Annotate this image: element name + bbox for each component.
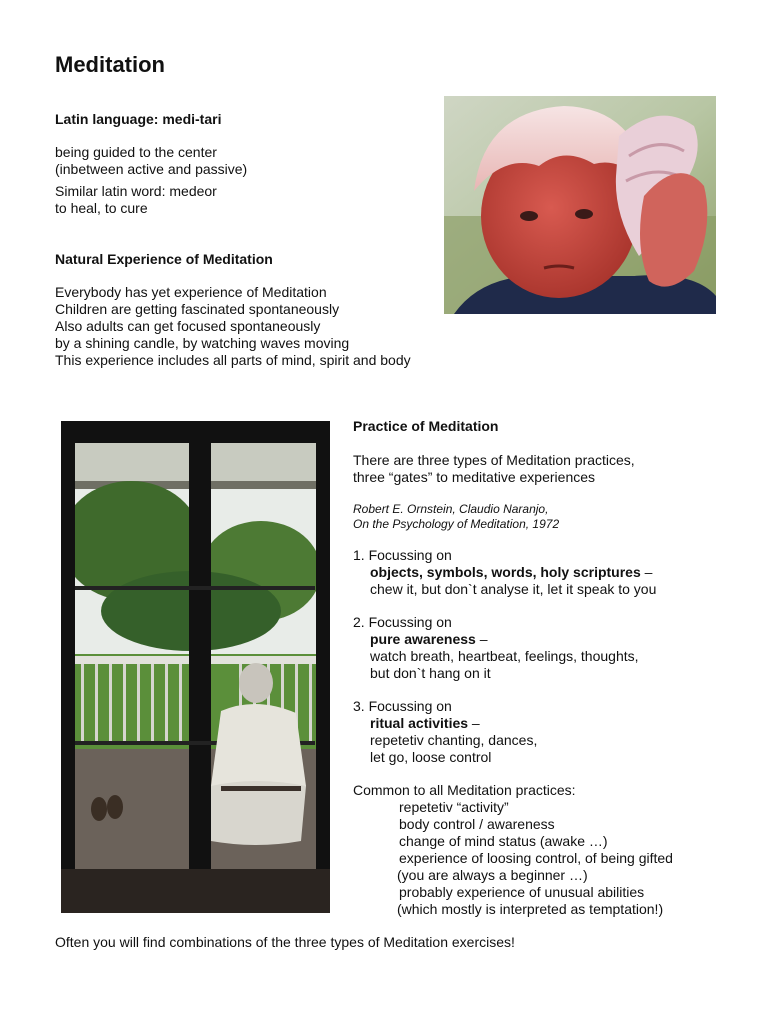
latin-line: (inbetween active and passive): [55, 161, 248, 177]
footer-note: Often you will find combinations of the three types of Meditation exercises!: [55, 934, 515, 950]
focus-term: ritual activities: [370, 715, 469, 731]
common-line: repetetiv “activity”: [399, 799, 509, 815]
natural-line: Children are getting fascinated spontaneously: [55, 301, 340, 317]
list-item-head: 2. Focussing on: [353, 614, 452, 630]
natural-line: Everybody has yet experience of Meditation: [55, 284, 327, 300]
focus-dash: –: [475, 631, 488, 647]
list-item-focus: [370, 631, 488, 648]
latin-line: to heal, to cure: [55, 200, 148, 216]
practice-intro-line: three “gates” to meditative experiences: [353, 469, 596, 485]
list-item-desc: chew it, but don`t analyse it, let it speak to you: [370, 581, 657, 597]
common-line: (which mostly is interpreted as temptation!): [397, 901, 664, 917]
list-item-desc: let go, loose control: [370, 749, 492, 765]
latin-line: Similar latin word: medeor: [55, 183, 217, 199]
list-item-desc: watch breath, heartbeat, feelings, thoughts,: [370, 648, 639, 664]
practice-heading: Practice of Meditation: [353, 418, 499, 434]
list-item-desc: but don`t hang on it: [370, 665, 491, 681]
common-line: (you are always a beginner …): [397, 867, 588, 883]
common-heading: Common to all Meditation practices:: [353, 782, 576, 798]
natural-heading: Natural Experience of Meditation: [55, 251, 273, 267]
focus-term: pure awareness: [370, 631, 476, 647]
list-item-head: 1. Focussing on: [353, 547, 452, 563]
common-line: probably experience of unusual abilities: [399, 884, 645, 900]
citation-authors: Robert E. Ornstein, Claudio Naranjo,: [353, 502, 549, 516]
child-with-seashell-photo: [444, 96, 716, 314]
list-item-focus: [370, 715, 480, 732]
focus-term: objects, symbols, words, holy scriptures: [370, 564, 641, 580]
natural-line: This experience includes all parts of mind, spirit and body: [55, 352, 411, 368]
page-title: Meditation: [55, 52, 165, 77]
list-item-focus: [370, 564, 652, 581]
latin-heading: Latin language: medi-tari: [55, 111, 222, 127]
man-meditating-at-door-photo: [61, 421, 330, 913]
focus-dash: –: [640, 564, 653, 580]
list-item-head: 3. Focussing on: [353, 698, 452, 714]
focus-dash: –: [468, 715, 480, 731]
list-item-desc: repetetiv chanting, dances,: [370, 732, 538, 748]
practice-intro-line: There are three types of Meditation practices,: [353, 452, 635, 468]
natural-line: by a shining candle, by watching waves moving: [55, 335, 350, 351]
citation-title: On the Psychology of Meditation, 1972: [353, 517, 560, 531]
latin-line: being guided to the center: [55, 144, 217, 160]
natural-line: Also adults can get focused spontaneously: [55, 318, 321, 334]
common-line: experience of loosing control, of being gifted: [399, 850, 673, 866]
common-line: change of mind status (awake …): [399, 833, 608, 849]
common-line: body control / awareness: [399, 816, 555, 832]
